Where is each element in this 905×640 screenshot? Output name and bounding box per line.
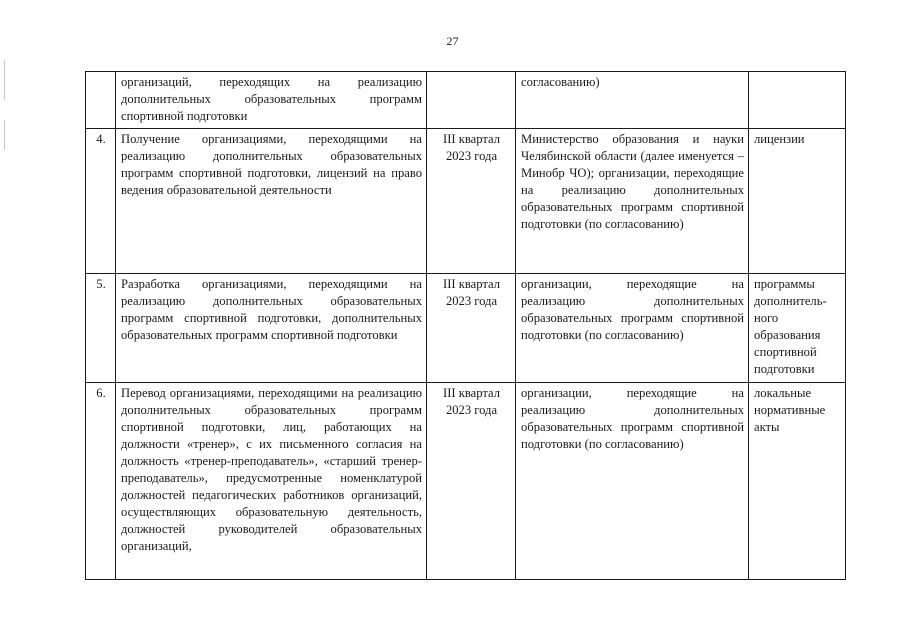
- row-number: 4.: [86, 129, 116, 274]
- scan-edge-mark: [4, 60, 5, 100]
- measure-result: программы дополнитель-ного образования спортивной подготовки: [749, 274, 846, 383]
- measure-result: лицензии: [749, 129, 846, 274]
- measure-term: III квартал 2023 года: [427, 274, 516, 383]
- measure-term: III квартал 2023 года: [427, 129, 516, 274]
- scan-edge-mark: [4, 120, 5, 150]
- measure-responsible: согласованию): [516, 72, 749, 129]
- table-row: [86, 72, 846, 129]
- row-number: [86, 72, 116, 129]
- table-row: [86, 383, 846, 580]
- page-number: 27: [446, 34, 459, 48]
- document-table: [85, 71, 846, 580]
- table-row: [86, 274, 846, 383]
- measure-term: [427, 72, 516, 129]
- measure-name: организаций, переходящих на реализацию дополнительных образовательных программ спортивной подготовки: [116, 72, 427, 129]
- measure-responsible: организации, переходящие на реализацию дополнительных образовательных программ спортивной подготовки (по согласованию): [516, 274, 749, 383]
- row-number: 5.: [86, 274, 116, 383]
- row-number: 6.: [86, 383, 116, 580]
- measure-result: локальные нормативные акты: [749, 383, 846, 580]
- measure-responsible: организации, переходящие на реализацию дополнительных образовательных программ спортивной подготовки (по согласованию): [516, 383, 749, 580]
- measure-responsible: Министерство образования и науки Челябинской области (далее именуется – Минобр ЧО); организации, переходящие на реализацию дополнительных образовательных программ спортивной подготовки (по согласованию): [516, 129, 749, 274]
- table-row: [86, 129, 846, 274]
- measure-name: Разработка организациями, переходящими на реализацию дополнительных образовательных программ спортивной подготовки, дополнительных образовательных программ спортивной подготовки: [116, 274, 427, 383]
- measure-name: Получение организациями, переходящими на реализацию дополнительных образовательных программ спортивной подготовки, лицензий на право ведения образовательной деятельности: [116, 129, 427, 274]
- measure-term: III квартал 2023 года: [427, 383, 516, 580]
- measure-name: Перевод организациями, переходящими на реализацию дополнительных образовательных программ спортивной подготовки, лиц, работающих на должности «тренер», с их письменного согласия на должность «тренер-преподаватель», «старший тренер-преподаватель», предусмотренные номенклатурой должностей педагогических работников организаций, осуществляющих образовательную деятельность, должностей руководителей образовательных организаций,: [116, 383, 427, 580]
- measure-result: [749, 72, 846, 129]
